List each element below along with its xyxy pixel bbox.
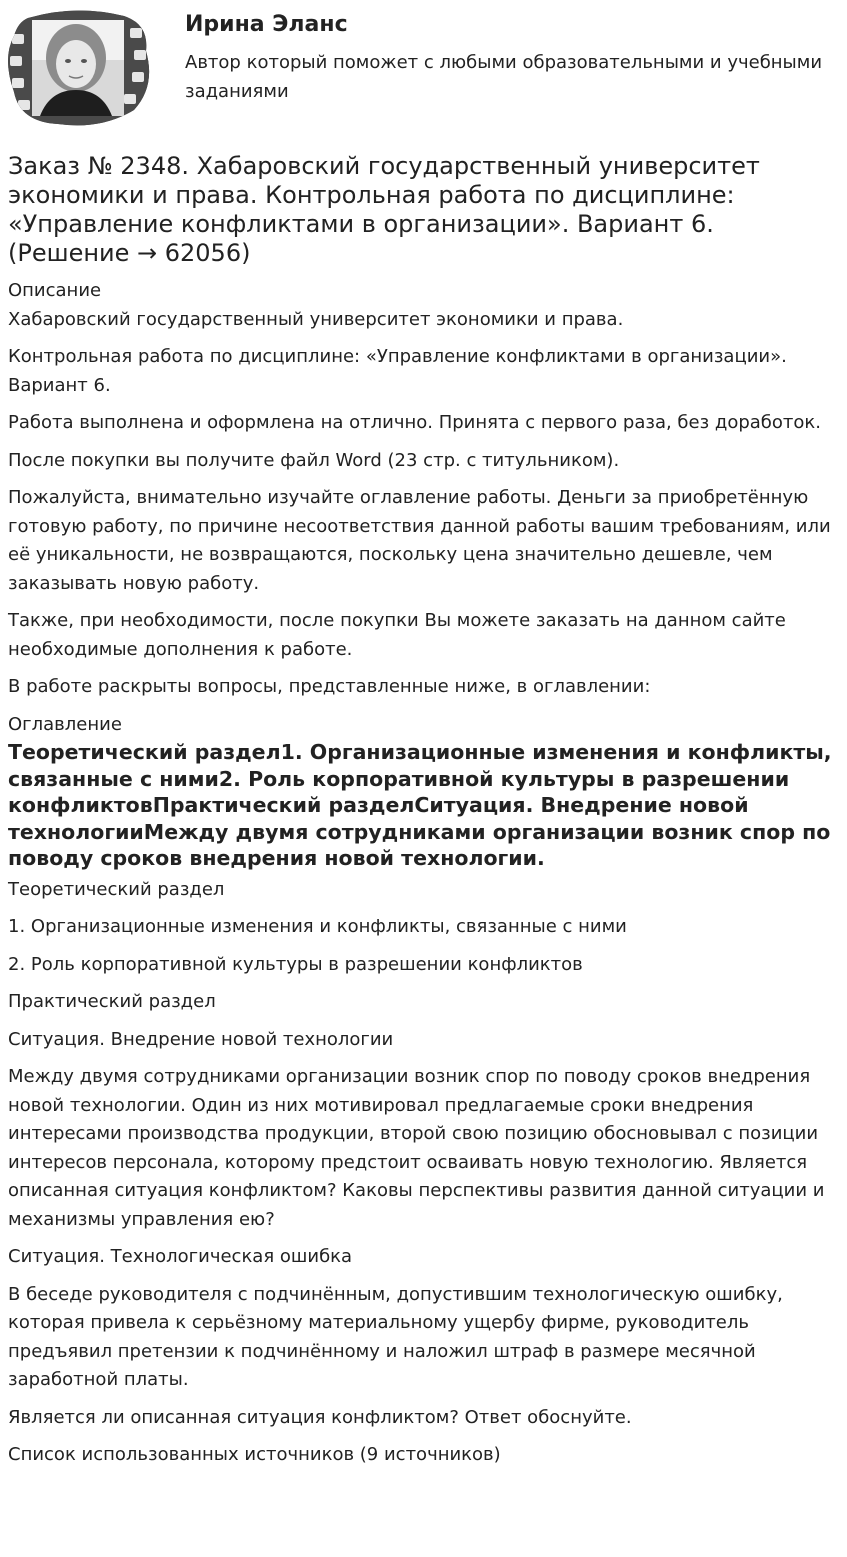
toc-paragraph: Список использованных источников (9 источников)	[8, 1444, 501, 1466]
description-paragraph: После покупки вы получите файл Word (23 стр. с титульником).	[8, 449, 620, 471]
description-paragraph: Работа выполнена и оформлена на отлично. Принята с первого раза, без доработок.	[8, 412, 822, 433]
toc-label: Оглавление	[8, 713, 122, 735]
author-description: Автор который поможет с любыми образовательными и учебными заданиями	[185, 52, 823, 102]
toc-paragraph: 1. Организационные изменения и конфликты, связанные с ними	[8, 916, 627, 938]
description-paragraph: Контрольная работа по дисциплине: «Управление конфликтами в организации». Вариант 6.	[8, 346, 787, 396]
toc-paragraph: Между двумя сотрудниками организации возник спор по поводу сроков внедрения новой технологии. Один из них мотивировал предлагаемые сроки внедрения интересами производства продукции, второй свою позицию обосновывал с позиции интересов персонала, которому предстоит осваивать новую технологию. Является описанная ситуация конфликтом? Каковы перспективы развития данной ситуации и механизмы управления ею?	[8, 1066, 825, 1230]
description-paragraph: В работе раскрыты вопросы, представленные ниже, в оглавлении:	[8, 676, 651, 697]
description-label: Описание	[8, 280, 102, 301]
description-paragraph: Хабаровский государственный университет экономики и права.	[8, 308, 624, 330]
toc-summary: Теоретический раздел1. Организационные изменения и конфликты, связанные с ними2. Роль корпоративной культуры в разрешении конфликтовПрактический разделСитуация. Внедрение новой технологииМежду двумя сотрудниками организации возник спор по поводу сроков внедрения новой технологии.	[8, 740, 832, 871]
author-name[interactable]: Ирина Эланс	[185, 12, 348, 37]
description-paragraph: Также, при необходимости, после покупки Вы можете заказать на данном сайте необходимые дополнения к работе.	[8, 610, 786, 660]
toc-paragraph: Ситуация. Технологическая ошибка	[8, 1246, 353, 1268]
description-section	[0, 277, 847, 702]
toc-section	[0, 711, 847, 1470]
toc-paragraph: Ситуация. Внедрение новой технологии	[8, 1028, 394, 1050]
order-title: Заказ № 2348. Хабаровский государственный университет экономики и права. Контрольная работа по дисциплине: «Управление конфликтами в организации». Вариант 6. (Решение → 62056)	[8, 152, 760, 267]
description-paragraph: Пожалуйста, внимательно изучайте оглавление работы. Деньги за приобретённую готовую работу, по причине несоответствия данной работы вашим требованиям, или её уникальности, не возвращаются, поскольку цена значительно дешевле, чем заказывать новую работу.	[8, 487, 831, 594]
toc-paragraph: Практический раздел	[8, 991, 216, 1013]
toc-paragraph: Является ли описанная ситуация конфликтом? Ответ обоснуйте.	[8, 1406, 632, 1428]
author-card	[0, 0, 847, 138]
toc-paragraph: 2. Роль корпоративной культуры в разрешении конфликтов	[8, 953, 583, 975]
toc-paragraph: Теоретический раздел	[8, 878, 225, 900]
toc-paragraph: В беседе руководителя с подчинённым, допустившим технологическую ошибку, которая привела к серьёзному материальному ущербу фирме, руководитель предъявил претензии к подчинённому и наложил штраф в размере месячной заработной платы.	[8, 1283, 783, 1391]
user-photo-icon[interactable]	[6, 6, 151, 128]
